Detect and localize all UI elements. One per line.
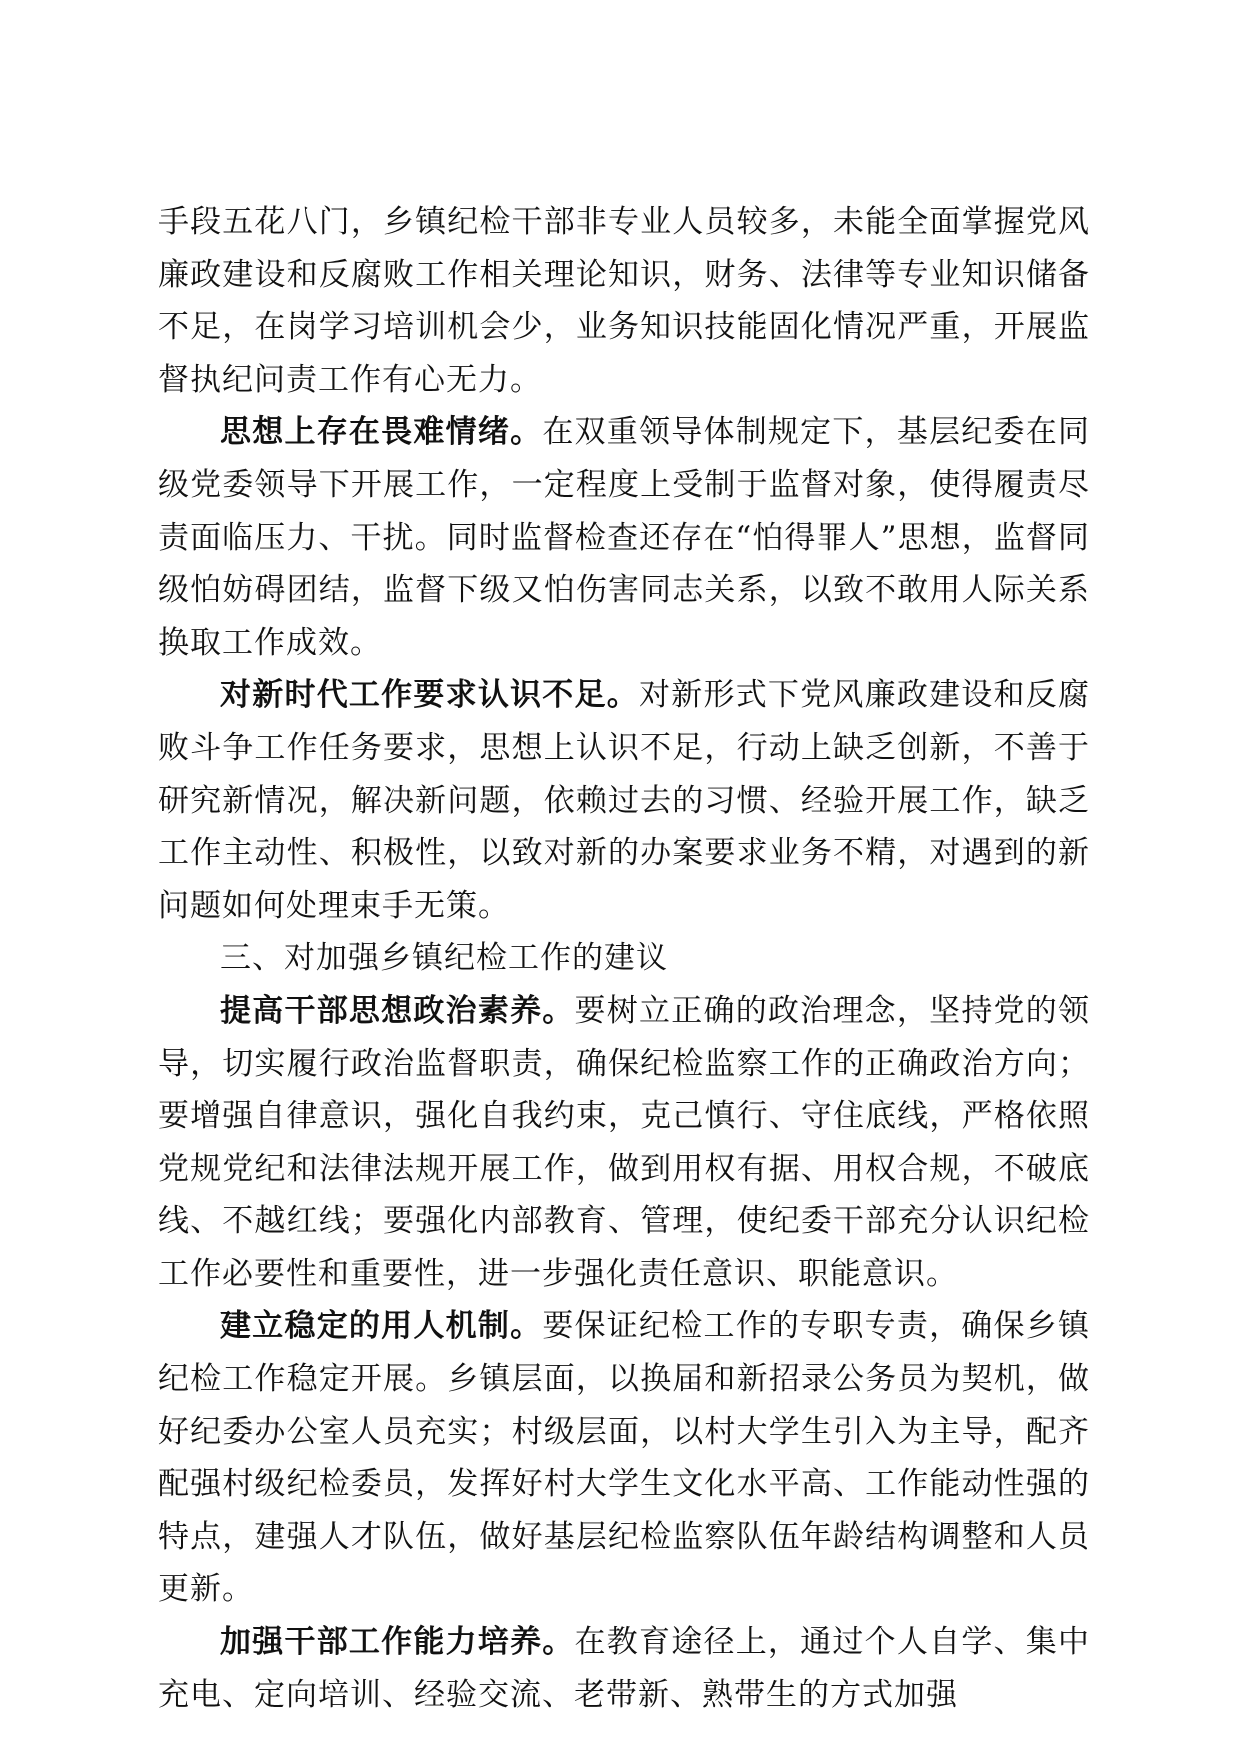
- paragraph-text: 手段五花八门，乡镇纪检干部非专业人员较多，未能全面掌握党风廉政建设和反腐败工作相关理论知识，财务、法律等专业知识储备不足，在岗学习培训机会少，业务知识技能固化情况严重，开展监督执纪问责工作有心无力。: [158, 204, 1090, 398]
- paragraph-lead: 思想上存在畏难情绪。: [220, 414, 543, 451]
- paragraph-text: 在教育途径上，通过个人自学、集中充电、定向培训、经验交流、老带新、熟带生的方式加强: [158, 1624, 1091, 1713]
- paragraph-employment-mechanism: [158, 1300, 1090, 1616]
- paragraph-lead: 加强干部工作能力培养。: [220, 1624, 575, 1661]
- paragraph-text: 要树立正确的政治理念，坚持党的领导，切实履行政治监督职责，确保纪检监察工作的正确政治方向；要增强自律意识，强化自我约束，克己慎行、守住底线，严格依照党规党纪和法律法规开展工作，做到用权有据、用权合规，不破底线、不越红线；要强化内部教育、管理，使纪委干部充分认识纪检工作必要性和重要性，进一步强化责任意识、职能意识。: [158, 992, 1091, 1292]
- paragraph-text: 要保证纪检工作的专职专责，确保乡镇纪检工作稳定开展。乡镇层面，以换届和新招录公务员为契机，做好纪委办公室人员充实；村级层面，以村大学生引入为主导，配齐配强村级纪检委员，发挥好村大学生文化水平高、工作能动性强的特点，建强人才队伍，做好基层纪检监察队伍年龄结构调整和人员更新。: [158, 1308, 1091, 1608]
- paragraph-continuation: [158, 196, 1090, 406]
- document-body: [158, 196, 1090, 1721]
- paragraph-capability-training: [158, 1616, 1090, 1721]
- paragraph-lead: 对新时代工作要求认识不足。: [220, 677, 639, 714]
- paragraph-text: 在双重领导体制规定下，基层纪委在同级党委领导下开展工作，一定程度上受制于监督对象，使得履责尽责面临压力、干扰。同时监督检查还存在“怕得罪人”思想，监督同级怕妨碍团结，监督下级又怕伤害同志关系，以致不敢用人际关系换取工作成效。: [158, 414, 1091, 661]
- section-heading: 三、对加强乡镇纪检工作的建议: [220, 940, 668, 977]
- paragraph-insufficient-understanding: [158, 669, 1090, 932]
- paragraph-lead: 提高干部思想政治素养。: [220, 992, 575, 1029]
- paragraph-lead: 建立稳定的用人机制。: [220, 1308, 543, 1345]
- paragraph-text: 对新形式下党风廉政建设和反腐败斗争工作任务要求，思想上认识不足，行动上缺乏创新，不善于研究新情况，解决新问题，依赖过去的习惯、经验开展工作，缺乏工作主动性、积极性，以致对新的办案要求业务不精，对遇到的新问题如何处理束手无策。: [158, 677, 1090, 924]
- paragraph-political-literacy: [158, 985, 1090, 1301]
- paragraph-fear-of-difficulty: [158, 406, 1090, 669]
